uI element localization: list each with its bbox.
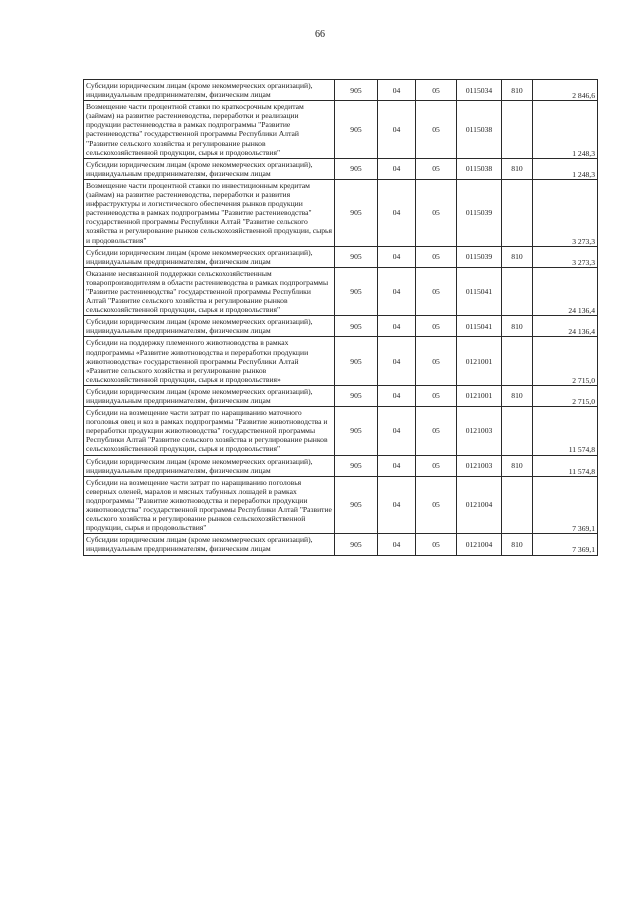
section-code: 04: [378, 101, 416, 159]
target-article-code: 0115034: [457, 80, 502, 101]
row-amount: 24 136,4: [533, 267, 598, 315]
expense-type-code: [502, 267, 533, 315]
expense-type-code: [502, 337, 533, 385]
row-amount: 7 369,1: [533, 534, 598, 555]
row-description: Возмещение части процентной ставки по инвестиционным кредитам (займам) на развитие растениеводства, переработки и развития инфраструктуры и логистического обеспечения рынков продукции растениеводства в рамках подпрограммы "Развитие растениеводства" государственной программы Республики Алтай "Развитие сельского хозяйства и регулирование рынков сельскохозяйственной продукции, сырья и продовольствия": [84, 179, 335, 246]
table-row: [84, 337, 598, 385]
subsection-code: 05: [416, 385, 457, 406]
expense-type-code: 810: [502, 534, 533, 555]
ministry-code: 905: [335, 476, 378, 534]
ministry-code: 905: [335, 455, 378, 476]
row-amount: 11 574,8: [533, 407, 598, 455]
ministry-code: 905: [335, 337, 378, 385]
subsection-code: 05: [416, 101, 457, 159]
section-code: 04: [378, 407, 416, 455]
section-code: 04: [378, 337, 416, 385]
ministry-code: 905: [335, 385, 378, 406]
expense-type-code: 810: [502, 316, 533, 337]
row-description: Субсидии юридическим лицам (кроме некоммерческих организаций), индивидуальным предпринимателям, физическим лицам: [84, 80, 335, 101]
expense-type-code: 810: [502, 80, 533, 101]
expense-type-code: [502, 476, 533, 534]
target-article-code: 0121001: [457, 337, 502, 385]
row-amount: 1 248,3: [533, 158, 598, 179]
table-row: [84, 385, 598, 406]
row-description: Субсидии на возмещение части затрат по наращиванию поголовья северных оленей, маралов и мясных табунных лошадей в рамках подпрограммы "Развитие животноводства и переработки продукции животноводства" государственной программы Республики Алтай "Развитие сельского хозяйства и регулирование рынков сельскохозяйственной продукции, сырья и продовольствия": [84, 476, 335, 534]
section-code: 04: [378, 316, 416, 337]
row-amount: 7 369,1: [533, 476, 598, 534]
section-code: 04: [378, 534, 416, 555]
subsection-code: 05: [416, 407, 457, 455]
table-row: [84, 267, 598, 315]
target-article-code: 0121001: [457, 385, 502, 406]
table-row: [84, 476, 598, 534]
table-row: [84, 101, 598, 159]
target-article-code: 0115041: [457, 267, 502, 315]
row-description: Субсидии юридическим лицам (кроме некоммерческих организаций), индивидуальным предпринимателям, физическим лицам: [84, 385, 335, 406]
section-code: 04: [378, 158, 416, 179]
section-code: 04: [378, 455, 416, 476]
target-article-code: 0115041: [457, 316, 502, 337]
ministry-code: 905: [335, 316, 378, 337]
row-amount: 2 715,0: [533, 385, 598, 406]
ministry-code: 905: [335, 158, 378, 179]
ministry-code: 905: [335, 407, 378, 455]
row-description: Субсидии юридическим лицам (кроме некоммерческих организаций), индивидуальным предпринимателям, физическим лицам: [84, 246, 335, 267]
row-amount: 1 248,3: [533, 101, 598, 159]
row-amount: 2 846,6: [533, 80, 598, 101]
target-article-code: 0121003: [457, 455, 502, 476]
row-description: Возмещение части процентной ставки по краткосрочным кредитам (займам) на развитие растениеводства, переработки и реализации продукции растениеводства в рамках подпрограммы "Развитие растениеводства" государственной программы Республики Алтай "Развитие сельского хозяйства и регулирование рынков сельскохозяйственной продукции, сырья и продовольствия": [84, 101, 335, 159]
target-article-code: 0115038: [457, 101, 502, 159]
subsection-code: 05: [416, 267, 457, 315]
ministry-code: 905: [335, 179, 378, 246]
expense-type-code: [502, 101, 533, 159]
row-amount: 3 273,3: [533, 179, 598, 246]
subsection-code: 05: [416, 246, 457, 267]
table-row: [84, 158, 598, 179]
budget-table: [83, 79, 598, 556]
target-article-code: 0121004: [457, 534, 502, 555]
expense-type-code: 810: [502, 455, 533, 476]
row-description: Субсидии юридическим лицам (кроме некоммерческих организаций), индивидуальным предпринимателям, физическим лицам: [84, 316, 335, 337]
table-row: [84, 534, 598, 555]
subsection-code: 05: [416, 476, 457, 534]
section-code: 04: [378, 80, 416, 101]
subsection-code: 05: [416, 80, 457, 101]
target-article-code: 0115039: [457, 179, 502, 246]
row-description: Субсидии юридическим лицам (кроме некоммерческих организаций), индивидуальным предпринимателям, физическим лицам: [84, 158, 335, 179]
row-amount: 24 136,4: [533, 316, 598, 337]
ministry-code: 905: [335, 101, 378, 159]
budget-table-body: [84, 80, 598, 556]
section-code: 04: [378, 246, 416, 267]
section-code: 04: [378, 476, 416, 534]
row-description: Оказание несвязанной поддержки сельскохозяйственным товаропроизводителям в области растениеводства в рамках подпрограммы "Развитие растениеводства" государственной программы Республики Алтай "Развитие сельского хозяйства и регулирование рынков сельскохозяйственной продукции, сырья и продовольствия": [84, 267, 335, 315]
row-amount: 11 574,8: [533, 455, 598, 476]
table-row: [84, 246, 598, 267]
subsection-code: 05: [416, 534, 457, 555]
table-row: [84, 80, 598, 101]
target-article-code: 0121004: [457, 476, 502, 534]
row-description: Субсидии на поддержку племенного животноводства в рамках подпрограммы «Развитие животноводства и переработки продукции животноводства» государственной программы Республики Алтай «Развитие сельского хозяйства и регулирование рынков сельскохозяйственной продукции, сырья и продовольствия»: [84, 337, 335, 385]
table-row: [84, 316, 598, 337]
table-row: [84, 455, 598, 476]
expense-type-code: 810: [502, 158, 533, 179]
row-description: Субсидии юридическим лицам (кроме некоммерческих организаций), индивидуальным предпринимателям, физическим лицам: [84, 455, 335, 476]
expense-type-code: [502, 407, 533, 455]
target-article-code: 0121003: [457, 407, 502, 455]
row-description: Субсидии на возмещение части затрат по наращиванию маточного поголовья овец и коз в рамках подпрограммы "Развитие животноводства и переработки продукции животноводства" государственной программы Республики Алтай "Развитие сельского хозяйства и регулирование рынков сельскохозяйственной продукции, сырья и продовольствия": [84, 407, 335, 455]
expense-type-code: 810: [502, 246, 533, 267]
row-amount: 3 273,3: [533, 246, 598, 267]
section-code: 04: [378, 267, 416, 315]
expense-type-code: 810: [502, 385, 533, 406]
ministry-code: 905: [335, 246, 378, 267]
page-number: 66: [315, 29, 325, 40]
subsection-code: 05: [416, 316, 457, 337]
section-code: 04: [378, 179, 416, 246]
target-article-code: 0115038: [457, 158, 502, 179]
ministry-code: 905: [335, 267, 378, 315]
ministry-code: 905: [335, 534, 378, 555]
ministry-code: 905: [335, 80, 378, 101]
subsection-code: 05: [416, 455, 457, 476]
subsection-code: 05: [416, 337, 457, 385]
section-code: 04: [378, 385, 416, 406]
table-row: [84, 407, 598, 455]
table-row: [84, 179, 598, 246]
expense-type-code: [502, 179, 533, 246]
subsection-code: 05: [416, 179, 457, 246]
row-amount: 2 715,0: [533, 337, 598, 385]
target-article-code: 0115039: [457, 246, 502, 267]
row-description: Субсидии юридическим лицам (кроме некоммерческих организаций), индивидуальным предпринимателям, физическим лицам: [84, 534, 335, 555]
subsection-code: 05: [416, 158, 457, 179]
